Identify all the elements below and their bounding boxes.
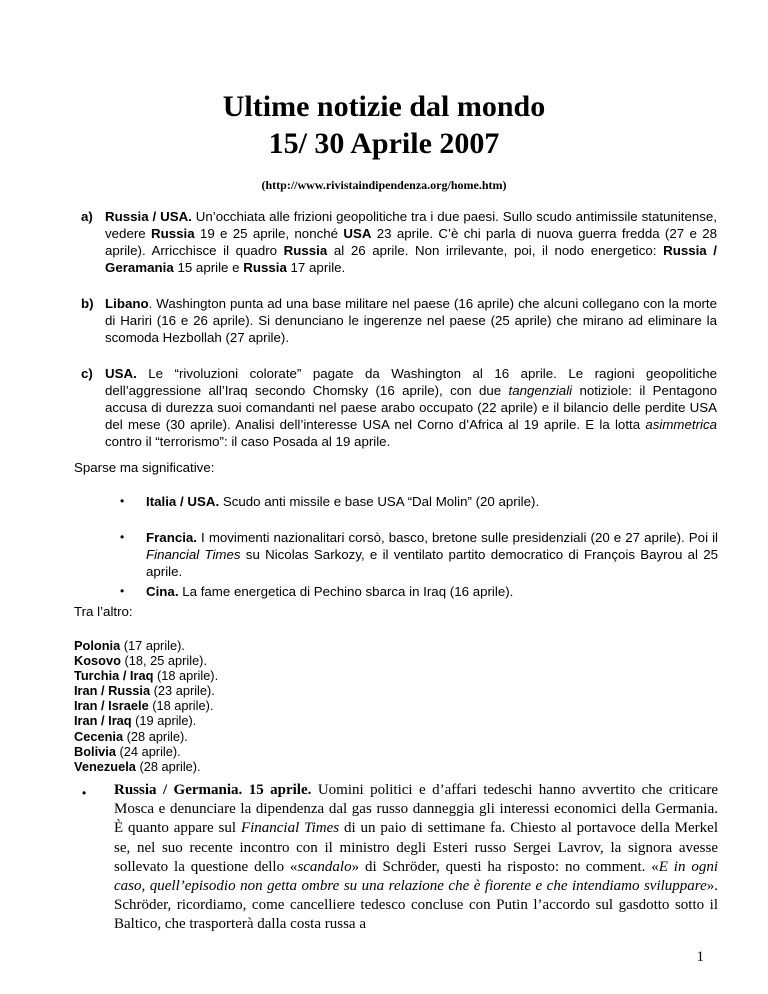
bullet-item-francia: Francia. I movimenti nazionalitari corsò, basco, bretone sulle presidenziali (20 e 27 aprile). Poi il Financial Times su Nicolas Sarkozy, e il ventilato partito democratico di François Bayrou al 25 aprile. — [146, 530, 718, 579]
source-url: (http://www.rivistaindipendenza.org/home.htm) — [261, 178, 507, 192]
bullet-icon: • — [120, 494, 125, 508]
item-a-paragraph: Russia / USA. Un’occhiata alle frizioni geopolitiche tra i due paesi. Sullo scudo antimissile statunitense, vedere Russia 19 e 25 aprile, nonché USA 23 aprile. C’è chi parla di nuova guerra fredda (27 e 28 aprile). Arricchisce il quadro Russia al 26 aprile. Non irrilevante, poi, il nodo energetico: Russia / Geramania 15 aprile e Russia 17 aprile. — [105, 209, 717, 275]
bullet-icon: • — [120, 530, 125, 544]
bullet-item-cina: Cina. La fame energetica di Pechino sbarca in Iraq (16 aprile). — [146, 584, 514, 599]
item-c-paragraph: USA. Le “rivoluzioni colorate” pagate da Washington al 16 aprile. Le ragioni geopolitiche dell’aggressione all’Iraq secondo Chomsky (16 aprile), con due tangenziali notiziole: il Pentagono accusa di durezza suoi comandanti nel paese arabo occupato (22 aprile) e il bilancio delle perdite USA del mese (30 aprile). Analisi dell’interesse USA nel Corno d’Africa al 19 aprile. E la lotta asimmetrica contro il “terrorismo”: il caso Posada al 19 aprile. — [105, 366, 717, 449]
item-a-letter: a) — [81, 209, 93, 224]
article-russia-germania: Russia / Germania. 15 aprile. Uomini politici e d’affari tedeschi hanno avvertito che criticare Mosca e denunciare la dipendenza dal gas russo danneggia gli interessi economici della Germania. È quanto appare sul Financial Times di un paio di settimane fa. Chiesto al portavoce della Merkel se, nel suo recente incontro con il ministro degli Esteri russo Sergei Lavrov, la signora avesse sollevato la questione dello «scandalo» di Schröder, questi ha risposto: no comment. «E in ogni caso, quell’episodio non getta ombre su una relazione che è fiorente e che intendiamo sviluppare». Schröder, ricordiamo, come cancelliere tedesco concluse con Putin l’accordo sul gasdotto sotto il Baltico, che trasporterà dalla costa russa a — [114, 782, 718, 933]
item-c-lead: USA. — [105, 366, 137, 381]
page-subtitle-dates: 15/ 30 Aprile 2007 — [268, 127, 500, 160]
list-item: Iran / Iraq (19 aprile). — [74, 713, 197, 729]
list-item: Iran / Russia (23 aprile). — [74, 683, 215, 699]
article-lead: Russia / Germania. 15 aprile. — [114, 782, 312, 798]
page-number: 1 — [696, 949, 704, 965]
item-c-letter: c) — [81, 366, 93, 381]
item-b-lead: Libano — [105, 296, 149, 311]
list-item: Cecenia (28 aprile). — [74, 728, 188, 744]
list-item: Venezuela (28 aprile). — [74, 758, 201, 774]
list-item: Bolivia (24 aprile). — [74, 743, 181, 759]
item-b-letter: b) — [81, 296, 94, 311]
item-a-lead: Russia / USA. — [105, 209, 192, 224]
list-item: Turchia / Iraq (18 aprile). — [74, 668, 219, 684]
item-b-paragraph: Libano. Washington punta ad una base militare nel paese (16 aprile) che alcuni collegano con la morte di Hariri (16 e 26 aprile). Si denunciano le ingerenze nel paese (25 aprile) che mirano ad eliminare la scomoda Hezbollah (27 aprile). — [105, 296, 717, 345]
bullet-icon: • — [120, 584, 125, 598]
page-title: Ultime notizie dal mondo — [222, 90, 546, 123]
other-heading: Tra l’altro: — [74, 604, 133, 619]
bullet-item-italia: Italia / USA. Scudo anti missile e base USA “Dal Molin” (20 aprile). — [146, 494, 540, 509]
list-item: Iran / Israele (18 aprile). — [74, 698, 214, 714]
bullet-icon: • — [82, 786, 87, 800]
other-news-list — [74, 638, 218, 774]
list-item: Polonia (17 aprile). — [74, 638, 185, 653]
list-item: Kosovo (18, 25 aprile). — [74, 653, 208, 669]
sparse-heading: Sparse ma significative: — [74, 460, 215, 475]
